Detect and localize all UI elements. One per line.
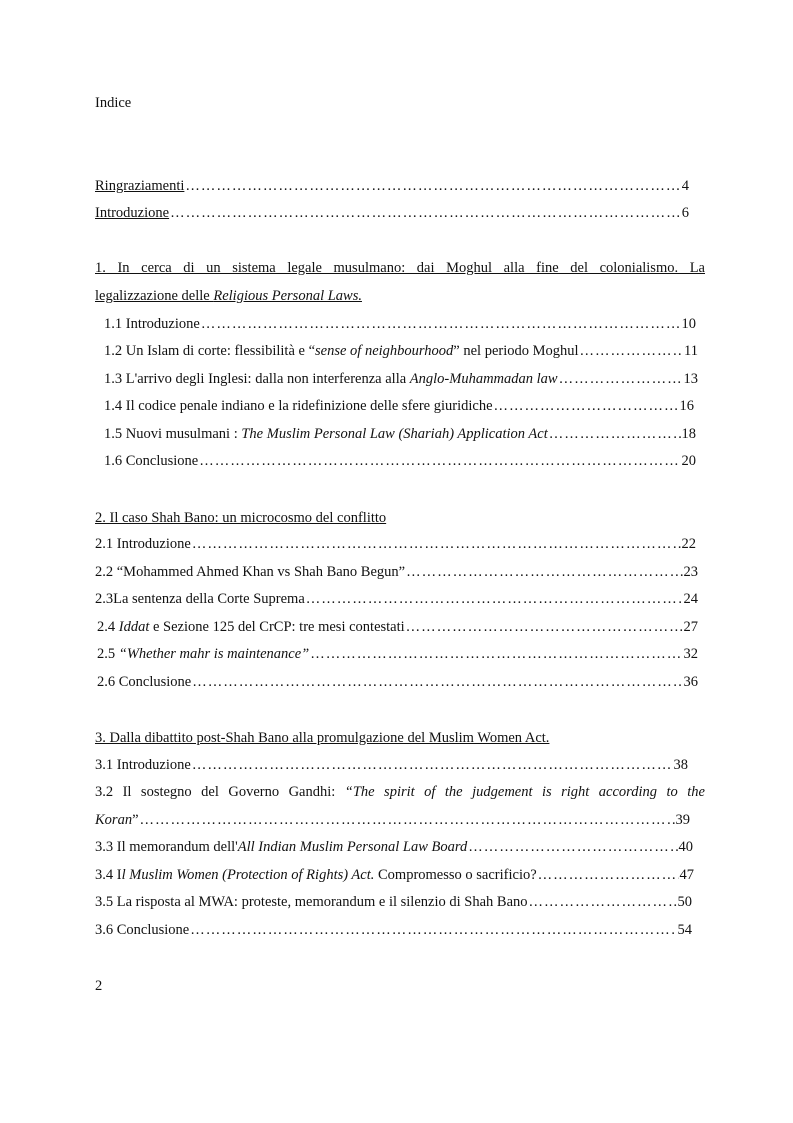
index-heading: Indice — [95, 95, 132, 111]
toc-entry-page: 32 — [683, 646, 698, 662]
toc-entry-page: 24 — [683, 591, 698, 607]
toc-entry-3-3[interactable] — [95, 839, 693, 861]
toc-entry-title: 3.1 Introduzione — [95, 757, 191, 773]
toc-entry-3-5[interactable] — [95, 894, 692, 916]
toc-entry-3-1[interactable] — [95, 757, 688, 779]
toc-entry-ringraziamenti[interactable] — [95, 178, 689, 200]
toc-entry-3-2-line2[interactable] — [95, 812, 690, 834]
toc-entry-title: 2.1 Introduzione — [95, 536, 191, 552]
toc-entry-title: 2.6 Conclusione — [97, 674, 192, 690]
toc-entry-title: 3.5 La risposta al MWA: proteste, memorandum e il silenzio di Shah Bano — [95, 894, 528, 910]
toc-entry-page: 10 — [681, 316, 696, 332]
toc-entry-3-4[interactable] — [95, 867, 694, 889]
toc-entry-title: 1.1 Introduzione — [104, 316, 200, 332]
toc-entry-title: 1.6 Conclusione — [104, 453, 199, 469]
toc-entry-1-6[interactable] — [104, 453, 696, 475]
chapter-1-heading-line2[interactable]: legalizzazione delle Religious Personal Laws. — [95, 288, 362, 304]
toc-entry-1-2[interactable] — [104, 343, 698, 365]
toc-entry-page: 13 — [683, 371, 698, 387]
toc-entry-2-1[interactable] — [95, 536, 696, 558]
toc-entry-page: 40 — [678, 839, 693, 855]
toc-entry-page: 6 — [681, 205, 689, 221]
toc-entry-2-5[interactable] — [97, 646, 698, 668]
toc-entry-page: 47 — [679, 867, 694, 883]
toc-entry-2-4[interactable] — [97, 619, 698, 641]
chapter-3-heading[interactable]: 3. Dalla dibattito post-Shah Bano alla promulgazione del Muslim Women Act. — [95, 730, 550, 746]
toc-entry-page: 38 — [673, 757, 688, 773]
toc-entry-introduzione[interactable] — [95, 205, 689, 227]
toc-entry-page: 27 — [683, 619, 698, 635]
chapter-2-heading[interactable]: 2. Il caso Shah Bano: un microcosmo del conflitto — [95, 510, 387, 526]
toc-entry-title: 3.4 Il Muslim Women (Protection of Rights) Act. Compromesso o sacrificio? — [95, 867, 537, 883]
toc-entry-title[interactable]: Ringraziamenti — [95, 178, 185, 194]
toc-entry-title: 1.3 L'arrivo degli Inglesi: dalla non interferenza alla Anglo-Muhammadan law — [104, 371, 558, 387]
toc-entry-title: 3.6 Conclusione — [95, 922, 190, 938]
toc-entry-1-1[interactable] — [104, 316, 696, 338]
toc-entry-page: 54 — [677, 922, 692, 938]
toc-entry-title[interactable]: Introduzione — [95, 205, 170, 221]
toc-entry-title: 3.3 Il memorandum dell'All Indian Muslim Personal Law Board — [95, 839, 468, 855]
toc-entry-title: 2.4 Iddat e Sezione 125 del CrCP: tre mesi contestati — [97, 619, 405, 635]
toc-entry-3-2-line1[interactable]: 3.2 Il sostegno del Governo Gandhi: “The spirit of the judgement is right according to the — [95, 784, 705, 800]
toc-entry-page: 4 — [681, 178, 689, 194]
toc-entry-3-6[interactable] — [95, 922, 692, 944]
toc-entry-page: 36 — [683, 674, 698, 690]
toc-entry-2-3[interactable] — [95, 591, 698, 613]
toc-entry-title: 1.2 Un Islam di corte: flessibilità e “sense of neighbourhood” nel periodo Moghul — [104, 343, 579, 359]
chapter-1-heading-line1[interactable]: 1. In cerca di un sistema legale musulmano: dai Moghul alla fine del colonialismo. La — [95, 260, 705, 276]
toc-entry-page: 18 — [681, 426, 696, 442]
toc-entry-title: 2.5 “Whether mahr is maintenance” — [97, 646, 310, 662]
toc-entry-page: 23 — [683, 564, 698, 580]
toc-entry-title: 2.3La sentenza della Corte Suprema — [95, 591, 305, 607]
toc-entry-page: 20 — [681, 453, 696, 469]
toc-entry-title: 2.2 “Mohammed Ahmed Khan vs Shah Bano Begun” — [95, 564, 406, 580]
toc-entry-page: 50 — [677, 894, 692, 910]
toc-entry-title: 1.4 Il codice penale indiano e la ridefinizione delle sfere giuridiche — [104, 398, 493, 414]
toc-entry-2-2[interactable] — [95, 564, 698, 586]
toc-entry-1-3[interactable] — [104, 371, 698, 393]
toc-entry-page: 16 — [679, 398, 694, 414]
toc-entry-page: 11 — [684, 343, 698, 359]
toc-entry-page: 22 — [681, 536, 696, 552]
toc-entry-page: 39 — [675, 812, 690, 828]
toc-entry-2-6[interactable] — [97, 674, 698, 696]
toc-entry-1-4[interactable] — [104, 398, 694, 420]
page-number: 2 — [95, 978, 103, 994]
toc-entry-1-5[interactable] — [104, 426, 696, 448]
toc-entry-title: Koran” — [95, 812, 139, 828]
toc-entry-title: 1.5 Nuovi musulmani : The Muslim Personal Law (Shariah) Application Act — [104, 426, 548, 442]
